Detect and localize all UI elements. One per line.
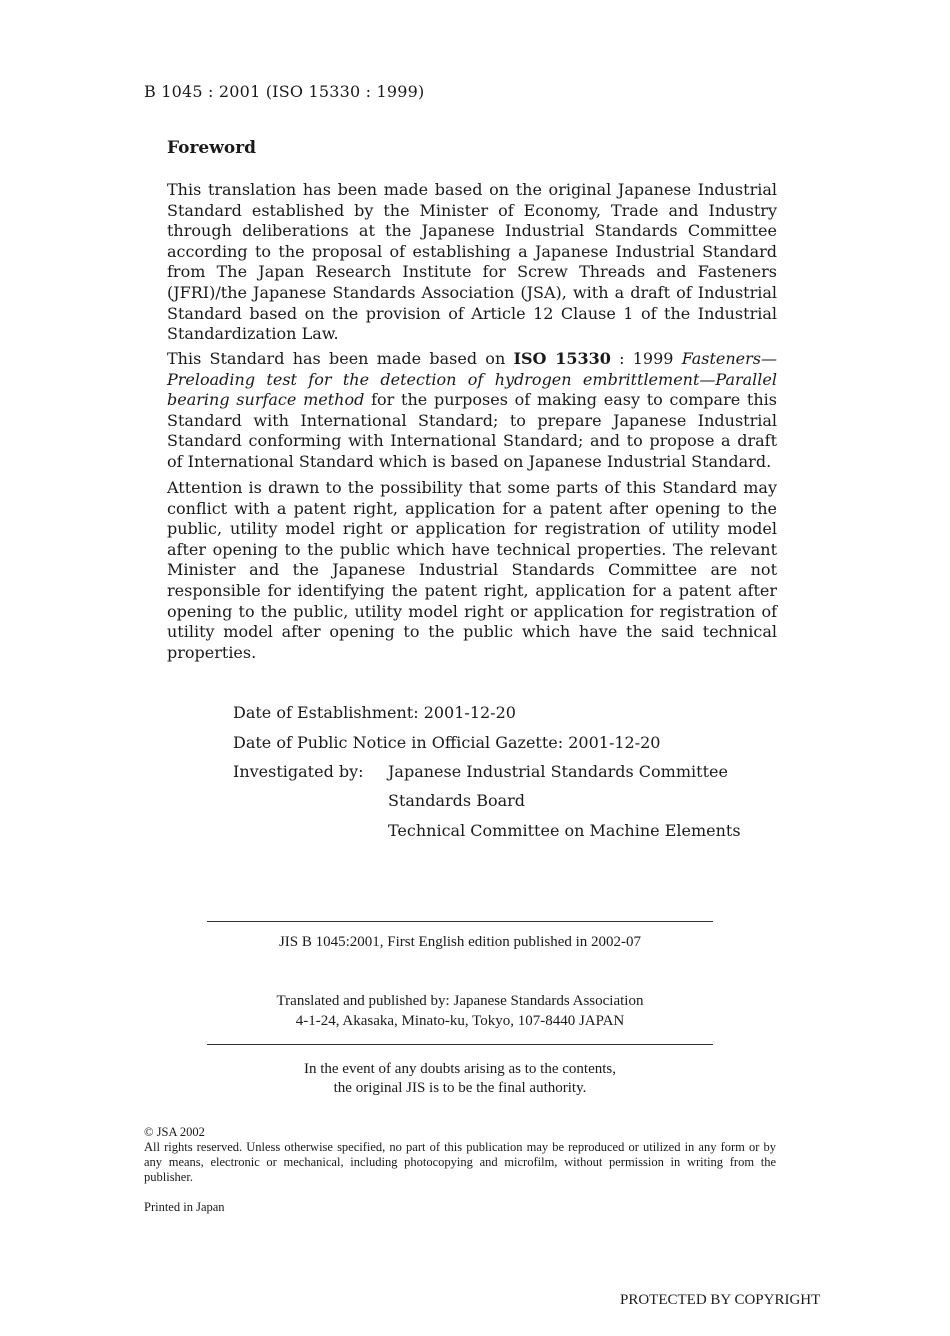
- protected-by-copyright: PROTECTED BY COPYRIGHT: [620, 1292, 821, 1308]
- authority-line-2: the original JIS is to be the final authority.: [333, 1080, 587, 1096]
- authority-line-1: In the event of any doubts arising as to the contents,: [303, 1061, 616, 1077]
- standard-title: Fasteners—Preloading test for the detection of hydrogen embrittlement—Parallel bearing surface method: [167, 349, 777, 410]
- copyright-notice: © JSA 2002: [144, 1125, 205, 1139]
- printed-in: Printed in Japan: [144, 1200, 225, 1214]
- iso-reference: ISO 15330: [513, 349, 611, 368]
- p2-lead: This Standard has been made based on: [167, 349, 514, 368]
- edition-line: JIS B 1045:2001, First English edition published in 2002-07: [278, 934, 642, 950]
- publisher-line-1: Translated and published by: Japanese Standards Association: [276, 993, 644, 1009]
- investigated-by-board: Standards Board: [388, 791, 526, 810]
- foreword-heading: Foreword: [167, 138, 257, 158]
- foreword-paragraph-3: Attention is drawn to the possibility that some parts of this Standard may conflict with a patent right, application for a patent after opening to the public, utility model right or application for registration of utility model after opening to the public which have technical properties. The relevant Minister and the Japanese Industrial Standards Committee are not responsible for identifying the patent right, application for a patent after opening to the public, utility model right or application for registration of utility model after opening to the public which have the said technical properties.: [167, 478, 777, 662]
- date-of-public-notice: Date of Public Notice in Official Gazette: 2001-12-20: [233, 733, 661, 752]
- p2-rest: for the purposes of making easy to compare this Standard with International Standard; to prepare Japanese Industrial Standard conforming with International Standard; and to propose a draft of International Standard which is based on Japanese Industrial Standard.: [167, 390, 777, 471]
- foreword-paragraph-2: [167, 349, 777, 473]
- document-code: B 1045 : 2001 (ISO 15330 : 1999): [144, 82, 425, 101]
- rights-notice: All rights reserved. Unless otherwise specified, no part of this publication may be reproduced or utilized in any form or by any means, electronic or mechanical, including photocopying and microfilm, without permission in writing from the publisher.: [144, 1140, 776, 1184]
- publisher-line-2: 4-1-24, Akasaka, Minato-ku, Tokyo, 107-8440 JAPAN: [295, 1013, 625, 1029]
- investigated-by-label: Investigated by:: [233, 762, 364, 781]
- date-of-establishment: Date of Establishment: 2001-12-20: [233, 703, 516, 722]
- investigated-by-committee: Japanese Industrial Standards Committee: [388, 762, 728, 781]
- foreword-paragraph-1: This translation has been made based on the original Japanese Industrial Standard established by the Minister of Economy, Trade and Industry through deliberations at the Japanese Industrial Standards Committee according to the proposal of establishing a Japanese Industrial Standard from The Japan Research Institute for Screw Threads and Fasteners (JFRI)/the Japanese Standards Association (JSA), with a draft of Industrial Standard based on the provision of Article 12 Clause 1 of the Industrial Standardization Law.: [167, 180, 777, 344]
- investigated-by-technical-committee: Technical Committee on Machine Elements: [388, 821, 741, 840]
- bottom-divider: [207, 1044, 713, 1045]
- top-divider: [207, 921, 713, 922]
- iso-year: : 1999: [610, 349, 682, 368]
